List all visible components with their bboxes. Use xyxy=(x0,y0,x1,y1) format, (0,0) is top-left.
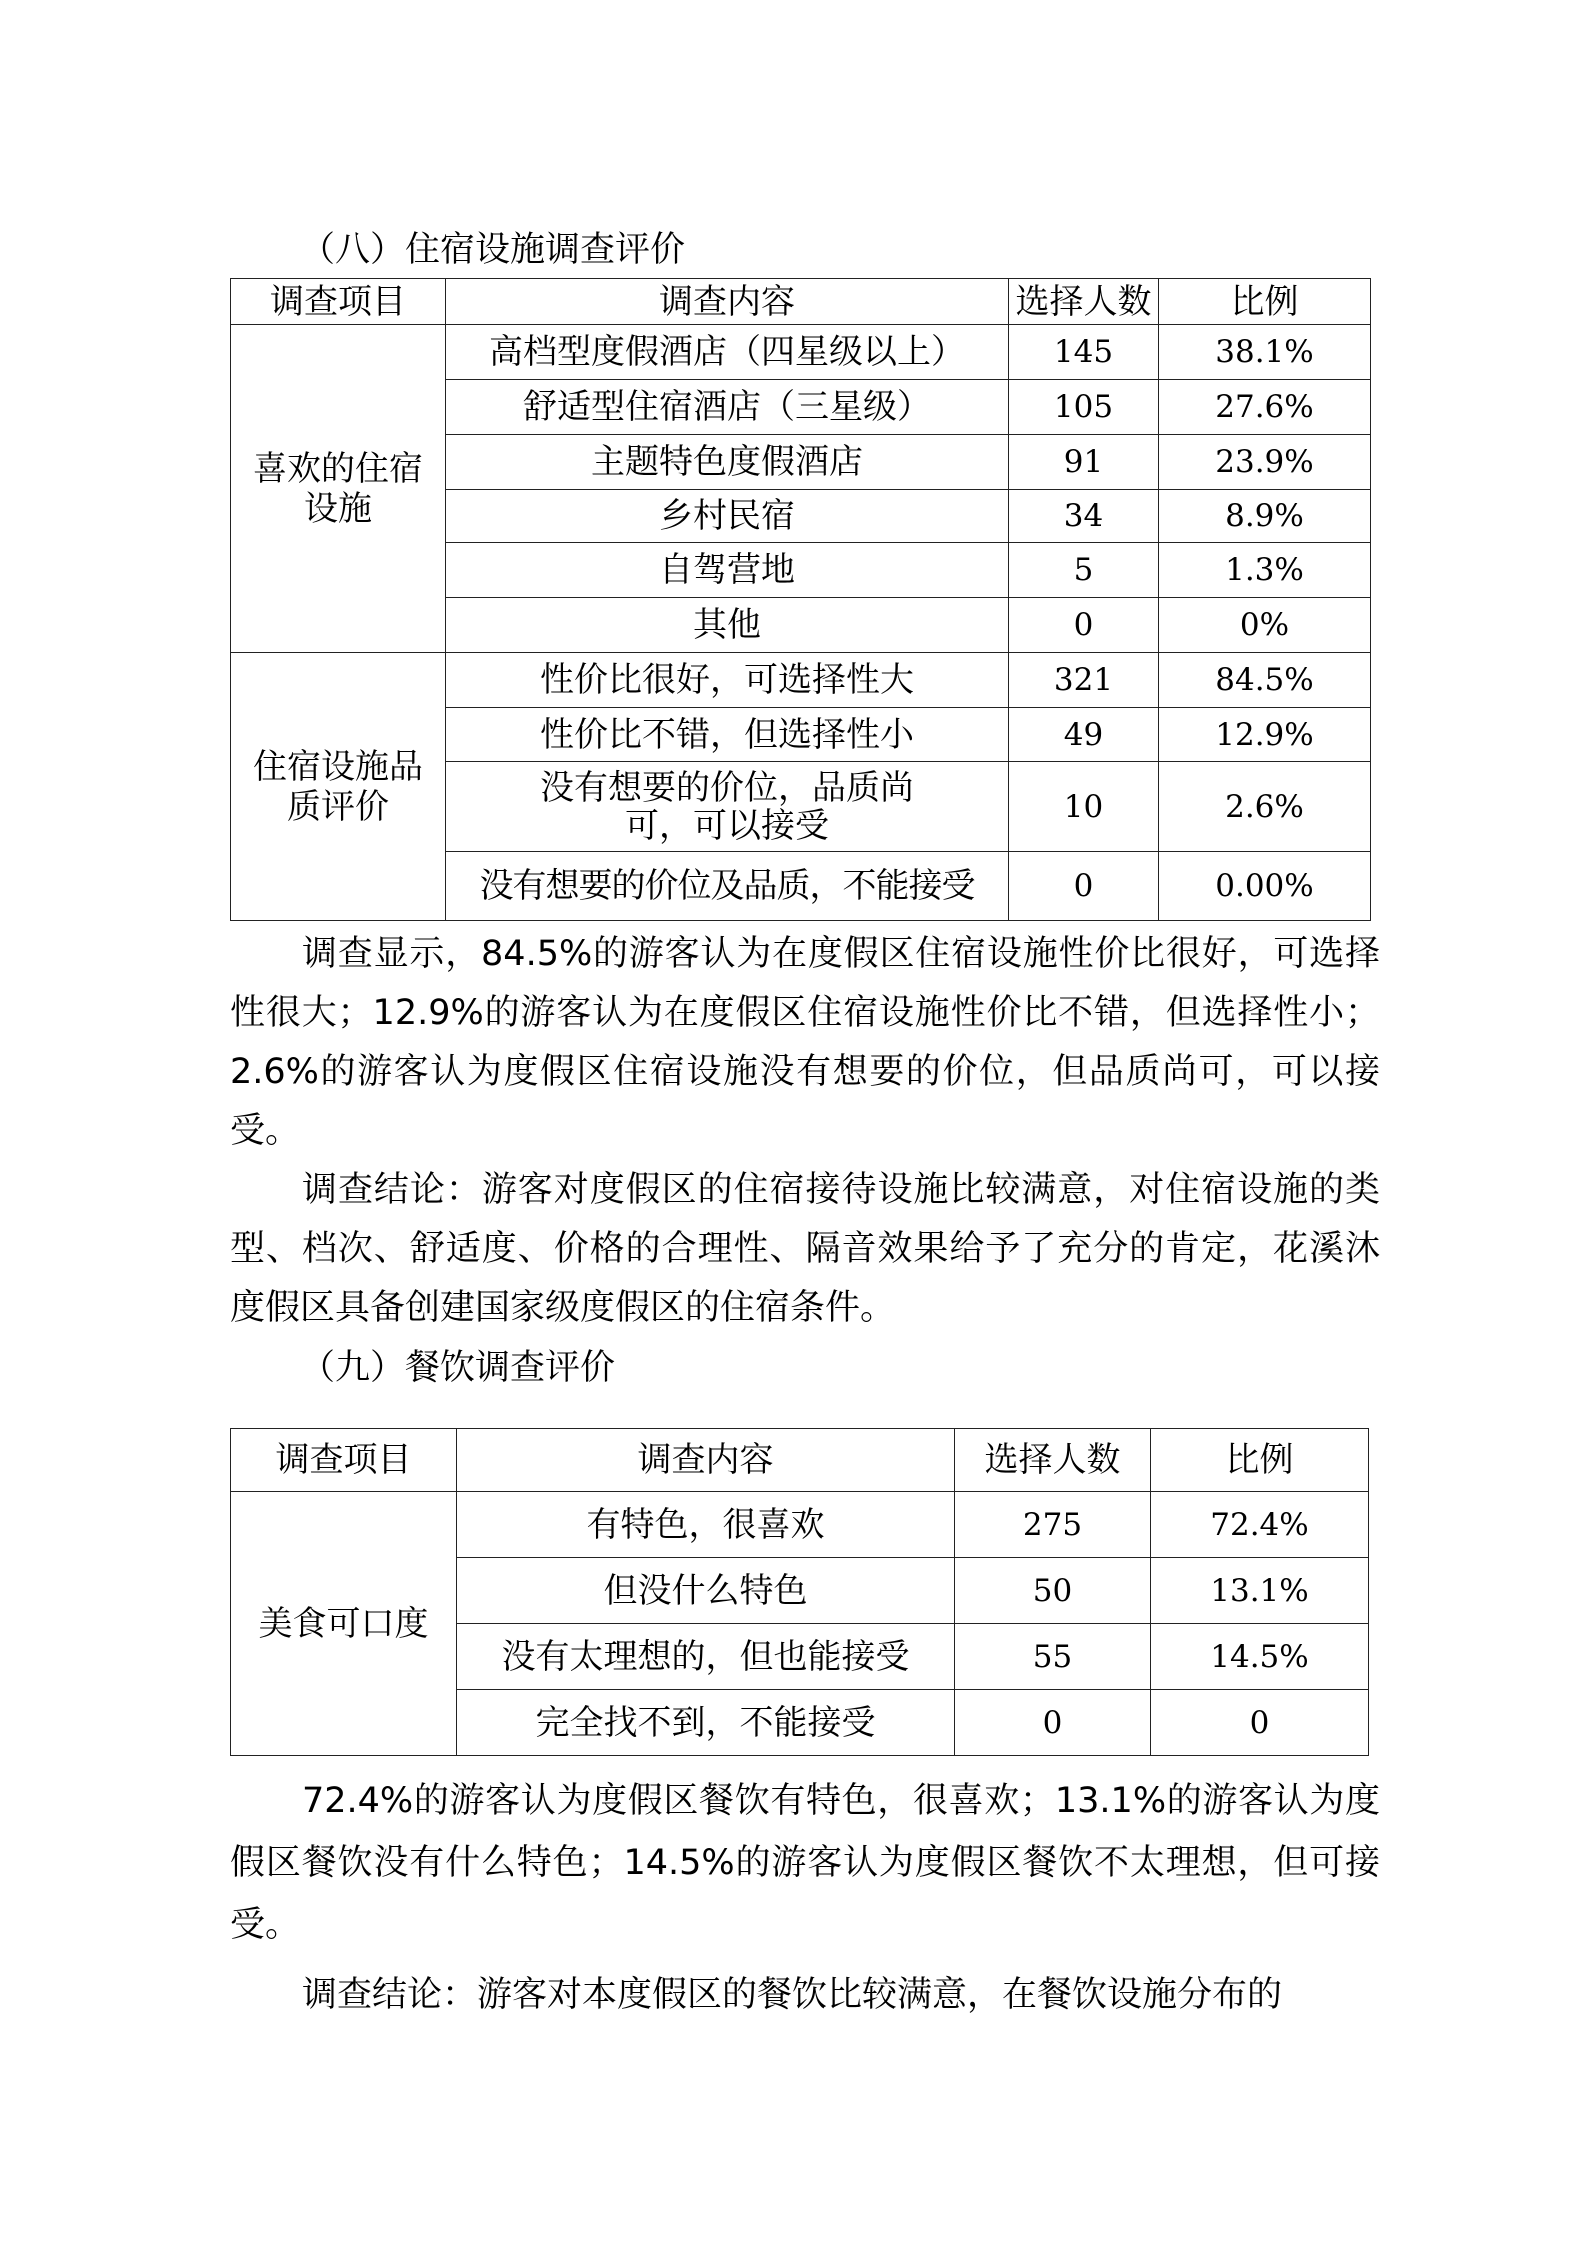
row-count: 49 xyxy=(1009,708,1159,762)
row-ratio: 8.9% xyxy=(1159,490,1371,543)
table-row xyxy=(231,325,1371,380)
section9-title: （九）餐饮调查评价 xyxy=(300,1348,616,1388)
conclusion-paragraph: 调查结论：游客对本度假区的餐饮比较满意，在餐饮设施分布的 xyxy=(302,1975,1283,2015)
row-ratio: 0 xyxy=(1151,1690,1369,1756)
header-ratio: 比例 xyxy=(1151,1429,1369,1492)
header-item: 调查项目 xyxy=(231,279,446,325)
row-content: 没有太理想的，但也能接受 xyxy=(457,1624,955,1690)
row-content: 高档型度假酒店（四星级以上） xyxy=(446,325,1009,380)
survey-paragraph: 72.4%的游客认为度假区餐饮有特色，很喜欢；13.1%的游客认为度假区餐饮没有什么特色；14.5%的游客认为度假区餐饮不太理想，但可接受。 xyxy=(230,1781,1380,1945)
row-count: 5 xyxy=(1009,543,1159,598)
row-count: 55 xyxy=(955,1624,1151,1690)
group-label: 住宿设施品质评价 xyxy=(231,653,446,921)
row-count: 34 xyxy=(1009,490,1159,543)
row-ratio: 72.4% xyxy=(1151,1492,1369,1558)
header-count: 选择人数 xyxy=(955,1429,1151,1492)
row-count: 105 xyxy=(1009,380,1159,435)
conclusion-paragraph: 调查结论：游客对度假区的住宿接待设施比较满意，对住宿设施的类型、档次、舒适度、价格的合理性、隔音效果给予了充分的肯定，花溪沐度假区具备创建国家级度假区的住宿条件。 xyxy=(230,1170,1380,1328)
row-ratio: 0.00% xyxy=(1159,852,1371,921)
row-count: 145 xyxy=(1009,325,1159,380)
row-content: 有特色，很喜欢 xyxy=(457,1492,955,1558)
table-row xyxy=(231,653,1371,708)
row-content: 其他 xyxy=(446,598,1009,653)
section8-title: （八）住宿设施调查评价 xyxy=(300,230,686,270)
row-ratio: 1.3% xyxy=(1159,543,1371,598)
row-ratio: 12.9% xyxy=(1159,708,1371,762)
row-count: 50 xyxy=(955,1558,1151,1624)
row-content: 性价比很好，可选择性大 xyxy=(446,653,1009,708)
row-ratio: 38.1% xyxy=(1159,325,1371,380)
section8-body xyxy=(230,925,1380,1338)
row-content: 乡村民宿 xyxy=(446,490,1009,543)
row-content: 但没什么特色 xyxy=(457,1558,955,1624)
row-content: 没有想要的价位及品质，不能接受 xyxy=(446,852,1009,921)
row-count: 0 xyxy=(1009,598,1159,653)
row-ratio: 27.6% xyxy=(1159,380,1371,435)
row-count: 0 xyxy=(955,1690,1151,1756)
table-row xyxy=(231,1492,1369,1558)
row-ratio: 13.1% xyxy=(1151,1558,1369,1624)
row-count: 321 xyxy=(1009,653,1159,708)
table-header-row xyxy=(231,1429,1369,1492)
header-content: 调查内容 xyxy=(457,1429,955,1492)
row-content: 性价比不错，但选择性小 xyxy=(446,708,1009,762)
accommodation-table xyxy=(230,278,1371,921)
row-count: 275 xyxy=(955,1492,1151,1558)
row-count: 91 xyxy=(1009,435,1159,490)
row-content: 舒适型住宿酒店（三星级） xyxy=(446,380,1009,435)
row-content: 自驾营地 xyxy=(446,543,1009,598)
row-ratio: 23.9% xyxy=(1159,435,1371,490)
group-label: 美食可口度 xyxy=(231,1492,457,1756)
group-label: 喜欢的住宿设施 xyxy=(231,325,446,653)
table-header-row xyxy=(231,279,1371,325)
row-content: 主题特色度假酒店 xyxy=(446,435,1009,490)
catering-table xyxy=(230,1428,1369,1756)
row-content: 完全找不到，不能接受 xyxy=(457,1690,955,1756)
row-ratio: 2.6% xyxy=(1159,762,1371,852)
row-count: 10 xyxy=(1009,762,1159,852)
header-content: 调查内容 xyxy=(446,279,1009,325)
row-content: 没有想要的价位，品质尚可，可以接受 xyxy=(446,762,1009,852)
row-count: 0 xyxy=(1009,852,1159,921)
survey-paragraph: 调查显示，84.5%的游客认为在度假区住宿设施性价比很好，可选择性很大；12.9%的游客认为在度假区住宿设施性价比不错，但选择性小；2.6%的游客认为度假区住宿设施没有想要的价位，但品质尚可，可以接受。 xyxy=(230,934,1380,1151)
section9-body xyxy=(230,1770,1380,2026)
header-ratio: 比例 xyxy=(1159,279,1371,325)
header-count: 选择人数 xyxy=(1009,279,1159,325)
row-ratio: 0% xyxy=(1159,598,1371,653)
row-ratio: 14.5% xyxy=(1151,1624,1369,1690)
row-ratio: 84.5% xyxy=(1159,653,1371,708)
header-item: 调查项目 xyxy=(231,1429,457,1492)
